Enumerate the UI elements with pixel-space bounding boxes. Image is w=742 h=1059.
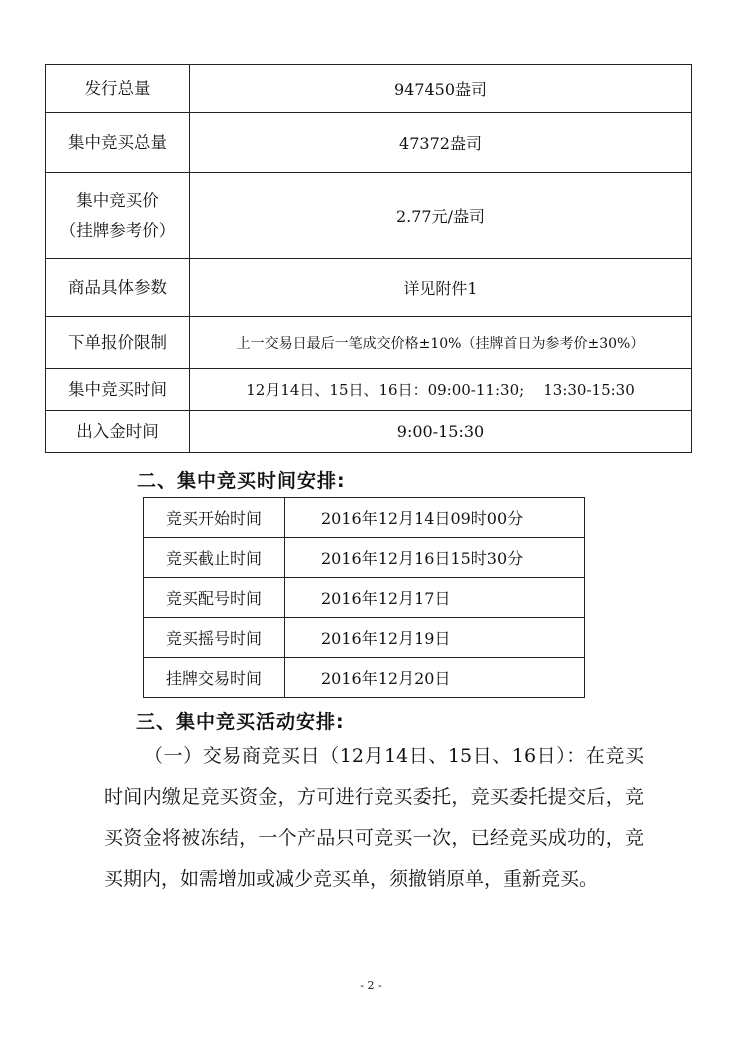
body-paragraph: （一）交易商竞买日（12月14日、15日、16日）：在竞买时间内缴足竞买资金，方可进行竞买委托，竞买委托提交后，竞买资金将被冻结，一个产品只可竞买一次，已经竞买成功的，竞买期内，如需增加或减少竞买单，须撤销原单，重新竞买。 [104, 745, 644, 890]
row-label: 集中竞买价 [76, 190, 159, 210]
row-value: 12月14日、15日、16日：09:00-11:30; 13:30-15:30 [190, 369, 692, 411]
row-value: 9:00-15:30 [190, 411, 692, 453]
table-row [144, 658, 585, 698]
table-row [46, 317, 692, 369]
table-row [46, 173, 692, 259]
row-label: 商品具体参数 [46, 259, 190, 317]
row-value: 2016年12月20日 [285, 658, 585, 698]
row-value: 详见附件1 [190, 259, 692, 317]
row-value: 947450盎司 [190, 65, 692, 113]
row-value: 上一交易日最后一笔成交价格±10%（挂牌首日为参考价±30%） [190, 317, 692, 369]
row-label: 竞买配号时间 [144, 578, 285, 618]
row-label: 挂牌交易时间 [144, 658, 285, 698]
section-heading: 二、集中竞买时间安排: [137, 470, 346, 492]
row-label-multiline [46, 173, 190, 259]
row-value: 2016年12月17日 [285, 578, 585, 618]
row-value: 2016年12月16日15时30分 [285, 538, 585, 578]
table-row [46, 411, 692, 453]
row-label-note: （挂牌参考价） [59, 220, 176, 240]
table-row [144, 498, 585, 538]
row-label: 集中竞买时间 [46, 369, 190, 411]
table-row [144, 538, 585, 578]
table-row [46, 113, 692, 173]
page-number: - 2 - [360, 979, 382, 992]
row-label: 出入金时间 [46, 411, 190, 453]
row-value: 2.77元/盎司 [190, 173, 692, 259]
table-row [46, 65, 692, 113]
row-label: 竞买截止时间 [144, 538, 285, 578]
row-value: 2016年12月19日 [285, 618, 585, 658]
schedule-table [143, 497, 585, 698]
row-label: 发行总量 [46, 65, 190, 113]
row-label: 竞买摇号时间 [144, 618, 285, 658]
table-row [144, 578, 585, 618]
row-label: 集中竞买总量 [46, 113, 190, 173]
section-heading: 三、集中竞买活动安排: [136, 711, 345, 733]
row-value: 2016年12月14日09时00分 [285, 498, 585, 538]
table-row [46, 259, 692, 317]
table-row [46, 369, 692, 411]
table-row [144, 618, 585, 658]
row-label: 下单报价限制 [46, 317, 190, 369]
row-label: 竞买开始时间 [144, 498, 285, 538]
row-value: 47372盎司 [190, 113, 692, 173]
info-table [45, 64, 692, 453]
